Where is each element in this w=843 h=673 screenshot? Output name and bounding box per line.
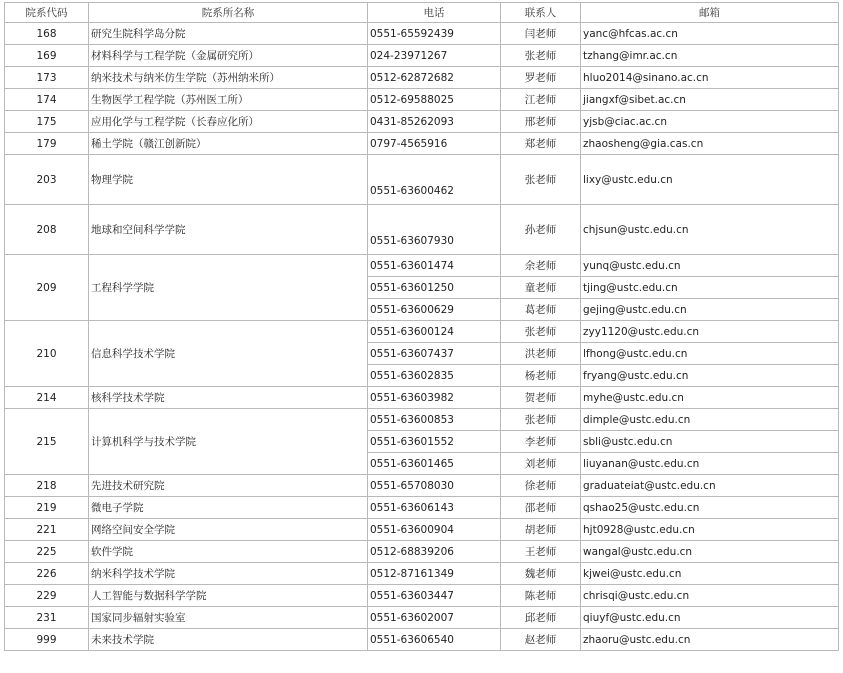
phone-cell: 024-23971267	[368, 45, 501, 67]
contact-person-cell: 余老师	[501, 255, 581, 277]
contact-person-cell: 张老师	[501, 409, 581, 431]
table-row	[5, 255, 839, 277]
dept-code-cell: 203	[5, 155, 89, 205]
phone-cell: 0551-63607930	[368, 205, 501, 255]
dept-name-cell: 人工智能与数据科学学院	[89, 585, 368, 607]
contact-person-cell: 徐老师	[501, 475, 581, 497]
phone-cell: 0551-63600124	[368, 321, 501, 343]
dept-name-cell: 地球和空间科学学院	[89, 205, 368, 255]
dept-name-cell: 软件学院	[89, 541, 368, 563]
table-row	[5, 23, 839, 45]
header-name: 院系所名称	[89, 3, 368, 23]
dept-code-cell: 209	[5, 255, 89, 321]
phone-cell: 0512-69588025	[368, 89, 501, 111]
dept-name-cell: 工程科学学院	[89, 255, 368, 321]
contact-person-cell: 张老师	[501, 155, 581, 205]
phone-cell: 0551-63600629	[368, 299, 501, 321]
email-cell: kjwei@ustc.edu.cn	[581, 563, 839, 585]
contact-person-cell: 张老师	[501, 45, 581, 67]
email-cell: dimple@ustc.edu.cn	[581, 409, 839, 431]
email-cell: jiangxf@sibet.ac.cn	[581, 89, 839, 111]
dept-code-cell: 226	[5, 563, 89, 585]
contact-person-cell: 孙老师	[501, 205, 581, 255]
phone-cell: 0551-63606143	[368, 497, 501, 519]
phone-cell: 0551-65708030	[368, 475, 501, 497]
phone-cell: 0551-63603982	[368, 387, 501, 409]
table-row	[5, 67, 839, 89]
phone-cell: 0551-63606540	[368, 629, 501, 651]
phone-cell: 0551-63600904	[368, 519, 501, 541]
contact-person-cell: 张老师	[501, 321, 581, 343]
email-cell: yunq@ustc.edu.cn	[581, 255, 839, 277]
dept-code-cell: 229	[5, 585, 89, 607]
department-contact-table	[4, 2, 839, 651]
dept-name-cell: 国家同步辐射实验室	[89, 607, 368, 629]
contact-person-cell: 闫老师	[501, 23, 581, 45]
email-cell: hluo2014@sinano.ac.cn	[581, 67, 839, 89]
contact-person-cell: 洪老师	[501, 343, 581, 365]
dept-code-cell: 174	[5, 89, 89, 111]
dept-name-cell: 物理学院	[89, 155, 368, 205]
contact-person-cell: 李老师	[501, 431, 581, 453]
contact-person-cell: 邵老师	[501, 497, 581, 519]
dept-code-cell: 175	[5, 111, 89, 133]
contact-person-cell: 王老师	[501, 541, 581, 563]
table-row	[5, 111, 839, 133]
dept-code-cell: 169	[5, 45, 89, 67]
dept-name-cell: 先进技术研究院	[89, 475, 368, 497]
table-row	[5, 629, 839, 651]
contact-person-cell: 赵老师	[501, 629, 581, 651]
dept-name-cell: 研究生院科学岛分院	[89, 23, 368, 45]
contact-person-cell: 葛老师	[501, 299, 581, 321]
contact-person-cell: 江老师	[501, 89, 581, 111]
contact-person-cell: 贺老师	[501, 387, 581, 409]
email-cell: zhaoru@ustc.edu.cn	[581, 629, 839, 651]
email-cell: sbli@ustc.edu.cn	[581, 431, 839, 453]
dept-name-cell: 核科学技术学院	[89, 387, 368, 409]
email-cell: yjsb@ciac.ac.cn	[581, 111, 839, 133]
email-cell: lixy@ustc.edu.cn	[581, 155, 839, 205]
table-row	[5, 409, 839, 431]
dept-name-cell: 稀土学院（赣江创新院）	[89, 133, 368, 155]
header-email: 邮箱	[581, 3, 839, 23]
phone-cell: 0551-63602007	[368, 607, 501, 629]
phone-cell: 0551-63601250	[368, 277, 501, 299]
table-row	[5, 205, 839, 255]
contact-person-cell: 童老师	[501, 277, 581, 299]
table-row	[5, 321, 839, 343]
dept-name-cell: 信息科学技术学院	[89, 321, 368, 387]
phone-cell: 0512-87161349	[368, 563, 501, 585]
phone-cell: 0551-63600462	[368, 155, 501, 205]
email-cell: tjing@ustc.edu.cn	[581, 277, 839, 299]
email-cell: chjsun@ustc.edu.cn	[581, 205, 839, 255]
dept-code-cell: 210	[5, 321, 89, 387]
dept-code-cell: 215	[5, 409, 89, 475]
phone-cell: 0551-65592439	[368, 23, 501, 45]
table-row	[5, 387, 839, 409]
table-row	[5, 155, 839, 205]
dept-name-cell: 未来技术学院	[89, 629, 368, 651]
email-cell: tzhang@imr.ac.cn	[581, 45, 839, 67]
table-row	[5, 585, 839, 607]
phone-cell: 0551-63600853	[368, 409, 501, 431]
email-cell: lfhong@ustc.edu.cn	[581, 343, 839, 365]
table-row	[5, 45, 839, 67]
email-cell: liuyanan@ustc.edu.cn	[581, 453, 839, 475]
dept-name-cell: 计算机科学与技术学院	[89, 409, 368, 475]
contact-person-cell: 刘老师	[501, 453, 581, 475]
phone-cell: 0551-63601465	[368, 453, 501, 475]
phone-cell: 0797-4565916	[368, 133, 501, 155]
dept-code-cell: 168	[5, 23, 89, 45]
email-cell: graduateiat@ustc.edu.cn	[581, 475, 839, 497]
table-row	[5, 133, 839, 155]
dept-name-cell: 纳米科学技术学院	[89, 563, 368, 585]
header-code: 院系代码	[5, 3, 89, 23]
table-row	[5, 89, 839, 111]
email-cell: myhe@ustc.edu.cn	[581, 387, 839, 409]
table-row	[5, 607, 839, 629]
contact-person-cell: 魏老师	[501, 563, 581, 585]
dept-code-cell: 231	[5, 607, 89, 629]
email-cell: chrisqi@ustc.edu.cn	[581, 585, 839, 607]
email-cell: qiuyf@ustc.edu.cn	[581, 607, 839, 629]
dept-name-cell: 材料科学与工程学院（金属研究所）	[89, 45, 368, 67]
header-phone: 电话	[368, 3, 501, 23]
dept-code-cell: 221	[5, 519, 89, 541]
contact-person-cell: 胡老师	[501, 519, 581, 541]
dept-name-cell: 生物医学工程学院（苏州医工所）	[89, 89, 368, 111]
dept-code-cell: 179	[5, 133, 89, 155]
table-row	[5, 541, 839, 563]
phone-cell: 0512-62872682	[368, 67, 501, 89]
dept-name-cell: 微电子学院	[89, 497, 368, 519]
email-cell: fryang@ustc.edu.cn	[581, 365, 839, 387]
contact-person-cell: 邱老师	[501, 607, 581, 629]
contact-person-cell: 陈老师	[501, 585, 581, 607]
phone-cell: 0551-63602835	[368, 365, 501, 387]
table-row	[5, 475, 839, 497]
dept-name-cell: 网络空间安全学院	[89, 519, 368, 541]
email-cell: hjt0928@ustc.edu.cn	[581, 519, 839, 541]
dept-code-cell: 214	[5, 387, 89, 409]
email-cell: gejing@ustc.edu.cn	[581, 299, 839, 321]
phone-cell: 0551-63607437	[368, 343, 501, 365]
table-row	[5, 519, 839, 541]
contact-person-cell: 郑老师	[501, 133, 581, 155]
table-header-row	[5, 3, 839, 23]
dept-code-cell: 999	[5, 629, 89, 651]
header-contact: 联系人	[501, 3, 581, 23]
dept-code-cell: 218	[5, 475, 89, 497]
phone-cell: 0551-63601474	[368, 255, 501, 277]
phone-cell: 0551-63603447	[368, 585, 501, 607]
dept-code-cell: 225	[5, 541, 89, 563]
email-cell: zyy1120@ustc.edu.cn	[581, 321, 839, 343]
dept-name-cell: 应用化学与工程学院（长春应化所）	[89, 111, 368, 133]
phone-cell: 0551-63601552	[368, 431, 501, 453]
phone-cell: 0431-85262093	[368, 111, 501, 133]
email-cell: wangal@ustc.edu.cn	[581, 541, 839, 563]
table-row	[5, 497, 839, 519]
dept-code-cell: 219	[5, 497, 89, 519]
email-cell: yanc@hfcas.ac.cn	[581, 23, 839, 45]
contact-person-cell: 杨老师	[501, 365, 581, 387]
dept-code-cell: 173	[5, 67, 89, 89]
email-cell: zhaosheng@gia.cas.cn	[581, 133, 839, 155]
dept-name-cell: 纳米技术与纳米仿生学院（苏州纳米所）	[89, 67, 368, 89]
table-body	[5, 23, 839, 651]
contact-person-cell: 邢老师	[501, 111, 581, 133]
email-cell: qshao25@ustc.edu.cn	[581, 497, 839, 519]
contact-person-cell: 罗老师	[501, 67, 581, 89]
phone-cell: 0512-68839206	[368, 541, 501, 563]
table-row	[5, 563, 839, 585]
dept-code-cell: 208	[5, 205, 89, 255]
